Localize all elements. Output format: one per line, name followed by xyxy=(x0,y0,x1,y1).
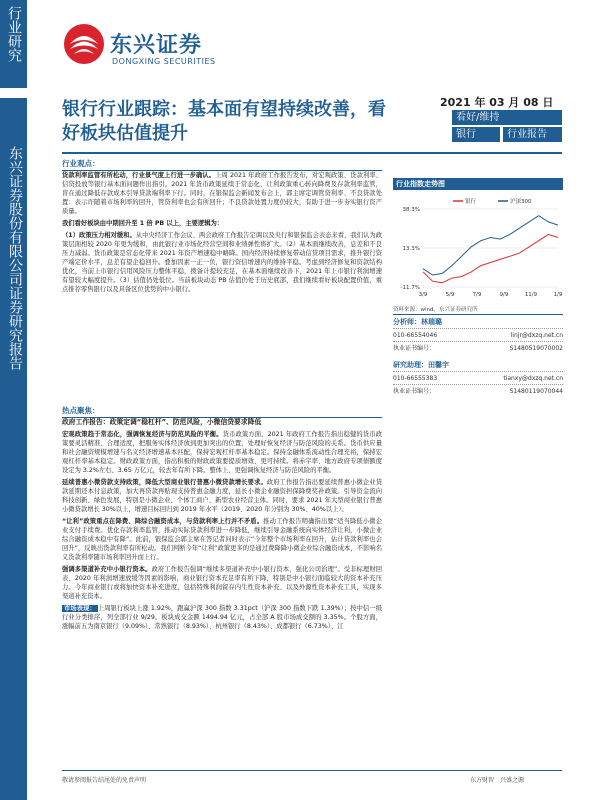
hot-para-2 xyxy=(62,478,382,514)
divider xyxy=(393,328,563,329)
para-bold: 市场表现： xyxy=(64,605,96,612)
analyst-2-phone: 010-66555383 xyxy=(393,375,438,382)
series-line-1 xyxy=(423,234,558,282)
cert-number: S1480519070002 xyxy=(509,345,563,352)
analyst-1-cert xyxy=(393,344,563,353)
analyst-2 xyxy=(393,361,563,396)
para-bold: 强调多渠道补充中小银行资本。 xyxy=(62,566,152,573)
analyst-2-name: 研究助理：田馨宇 xyxy=(393,361,449,369)
footer-disclaimer: 敬请参阅报告结尾处的免责声明 xyxy=(62,777,147,784)
view-para-1 xyxy=(62,171,382,216)
section-head-hot: 热点聚焦： xyxy=(62,405,382,418)
divider xyxy=(393,384,563,385)
para-text: 货币政策方面，2021 年政府工作报告指出稳健的货币政策要灵活精准、合理适度，把服务实体经济放到更加突出的位置，处理好恢复经济与防范风险的关系。货币供应量和社会融资规模增速与名义经济增速基本匹配，保持宏观杠杆率基本稳定。保持金融体系流动性合理充裕，保持宏观杠杆率基本稳定。财政政策方面，指出积极的财政政策要提质增效、更可持续。将赤字率、地方政府专项债额度设定为 3.2%左右、3.65 万亿元，较去年有所下降。整体上，更强调恢复经济与防范风险的平衡。 xyxy=(62,431,382,474)
hot-para-5 xyxy=(62,604,382,631)
y-tick-label: 13.3% xyxy=(402,246,420,252)
hot-para-3 xyxy=(62,517,382,562)
analyst-2-email[interactable]: tianxy@dxzq.net.cn xyxy=(503,375,563,382)
industry-index-chart xyxy=(393,195,563,303)
industry-tag: 银行 xyxy=(452,127,500,142)
divider xyxy=(393,341,563,342)
view-para-2 xyxy=(62,219,382,228)
para-bold: 货款利率监管有所松动，行业景气度上行进一步确认。 xyxy=(62,172,216,179)
series-line-2 xyxy=(423,216,558,275)
analyst-1 xyxy=(393,318,563,353)
para-text: 上周 2021 年政府工作报告发布，对宏观政策、货款利率、信贷投放等银行基本面问题作出指引。2021 年货币政策延续于常态化，让利政策重心转向降费及存款利率监管，盲在通过降低存款成本引导贷款端利率下行。同时，在银保监会新闻发布会上，郭主席定调管贷利率、不良贷款处置：表示许随着市场利率的回升，管贷利率也会有所回升；不良贷款处置力度仍较大，有助于进一步夯实银行资产质量。 xyxy=(62,172,383,215)
para-bold: 我们看好板块由中期回升至 1 倍 PB 以上，主要逻辑为： xyxy=(62,220,224,227)
chart-header: 行业指数走势图 xyxy=(393,178,563,190)
report-date: 2021 年 03 月 08 日 xyxy=(440,96,554,109)
divider xyxy=(393,371,563,372)
footer-divider xyxy=(62,770,562,771)
logo-mark-icon xyxy=(62,22,106,66)
cert-number: S1480119070044 xyxy=(509,388,563,395)
section-head-view: 行业观点： xyxy=(62,158,382,171)
footer-slogan: 东方财智 兴盛之源 xyxy=(470,777,525,784)
analyst-1-name: 分析师：林瑞璐 xyxy=(393,318,442,326)
hot-para-1 xyxy=(62,430,382,475)
report-type-tag: 行业报告 xyxy=(503,127,562,142)
hot-body xyxy=(62,418,382,634)
para-text: 从中央经济工作会议、两会政府工作报告定调以及央行和银保监会表态来看，我们认为政策层面相较 2020 年更为缓和，由此银行业市场化经营空间和业绩弹性将扩大。（2）基本面继续改善，息差和不良压力减弱。货币政策是常态化带来 2021 年资产增速稳中略降。国内经济持续修复带动信贷项目需求，推升银行资产端定价水平，息差有望企稳回升。叠加因素一正一负，银行资信增速内的维持平稳。考虑到经济修复和资款结构优化，当前上市银行信用风险压力整体平稳，拨备计提较充足，在基本面继续改善下，2021 年上市银行利润增速有望较大幅度提升。（3）估值仍处低位。当前板块动态 PB 估值仍处于历史底部，我们继续看好板块配置价值，重点推荐零售银行以及具备区位优势的中小银行。 xyxy=(62,232,383,293)
legend-label: 沪深300 xyxy=(510,199,532,205)
band-main-label: 东兴证券股份有限公司证券研究报告 xyxy=(7,146,23,370)
y-tick-label: -11.7% xyxy=(400,285,420,291)
chart-source: 资料来源：wind、东兴证券研究所 xyxy=(393,305,563,315)
company-logo xyxy=(62,20,222,70)
para-text: 政府工作报告强调“继续多渠道补充中小银行资本，强化公司治理”。受非标理财回表、2020 年利润增速放缓等因素的影响，商业银行资本充足率有所下降，特别是中小银行面临较大的资本补充压力。今年商业银行或将加快资本补充进度，包括特殊利润留存内生性资本补充、以及外源性资本补充工具，实现多渠道补充资本。 xyxy=(62,566,383,600)
para-bold: 延续普惠小微贷款支持政策，降低大型商业银行普惠小微贷款增长要求。 xyxy=(62,479,267,486)
para-text: 政府工作报告指出要延续普惠小微企业贷款延期还本付息政策，加大再贷款再贴现支持普惠金融力度，延长小微企业融资担保降费奖补政策。引导资金流向科技创新、绿色发展，特别是小微企业、个体工商户、新型农业经营主体。同时，要求 2021 年大型商业银行普惠小微贷款增长 30%以上，增速目标回归到 2019 年水平（2019、2020 年分别为 30%、40%以上）。 xyxy=(62,479,383,513)
band-top-label: 行业研究 xyxy=(6,6,22,62)
para-bold: “让利”政策重点在降费、降综合融资成本，与贷款利率上行并不矛盾。 xyxy=(62,518,264,525)
analyst-2-contact xyxy=(393,374,563,383)
logo-text-en: DONGXING SECURITIES xyxy=(112,57,216,66)
para-bold: 宏观政策趋于常态化，强调恢复经济与防范风险的平衡。 xyxy=(62,431,223,438)
rating-tag: 看好/维持 xyxy=(452,110,562,125)
x-tick-label: 1/9 xyxy=(553,292,563,298)
cert-label: 执业证书编号： xyxy=(393,345,436,352)
view-para-3 xyxy=(62,231,382,294)
title-divider xyxy=(62,152,562,154)
cert-label: 执业证书编号： xyxy=(393,388,436,395)
analyst-1-email[interactable]: linjr@dxzq.net.cn xyxy=(510,332,563,339)
analyst-1-phone: 010-66554046 xyxy=(393,332,438,339)
x-tick-label: 9/9 xyxy=(499,292,509,298)
left-band-main xyxy=(0,98,27,800)
left-band-top xyxy=(0,0,27,88)
x-tick-label: 3/9 xyxy=(418,292,428,298)
analyst-2-cert xyxy=(393,387,563,396)
y-tick-label: 38.3% xyxy=(402,207,420,213)
x-tick-label: 5/9 xyxy=(445,292,455,298)
hot-para-4 xyxy=(62,565,382,601)
para-text: 推动工作报告明确指出要“适当降低小微企业支付手续费。优化存款利率监管，推动实际贷款利率进一步降低，继续引导金融系统向实体经济让利，小微企业综合融资成本稳中有降”。此前，银保监会郭主席在答记者问时表示“今年整个市场利率在回升，估计贷款利率也会回升”，反映出货款利率有所松动。我们判断今年“让利”政策更多的是通过费降降小微企业综合融资成本，不影响名义货款利率随市场利率回升而上行。 xyxy=(62,518,382,561)
analyst-1-contact xyxy=(393,331,563,340)
para-bold: （1）政策压力相对缓和。 xyxy=(62,232,136,239)
logo-text-cn: 东兴证券 xyxy=(110,33,203,58)
report-title: 银行行业跟踪：基本面有望持续改善，看好板块估值提升 xyxy=(62,99,386,144)
x-tick-label: 7/9 xyxy=(472,292,482,298)
view-body xyxy=(62,171,382,297)
hot-title: 政府工作报告：政策定调“稳杠杆”、防范风险，小微信贷要求降低 xyxy=(62,418,262,426)
legend-label: 银行 xyxy=(465,199,477,205)
para-text: 上周银行板块上涨 1.92%，跑赢沪深 300 指数 3.31pct（沪深 300 指数下跌 1.39%）；按中信一级行业分类排序，列全部行业 9/29。板块成交金额 1494.94 亿元，占全部 A 股市场成交额的 3.35%。个股方面，涨幅前五为南京银行（9.09%）、常熟银行（8.93%）、杭州银行（8.43%）、成都银行（6.73%）、江 xyxy=(62,605,383,630)
x-tick-label: 11/9 xyxy=(524,292,538,298)
